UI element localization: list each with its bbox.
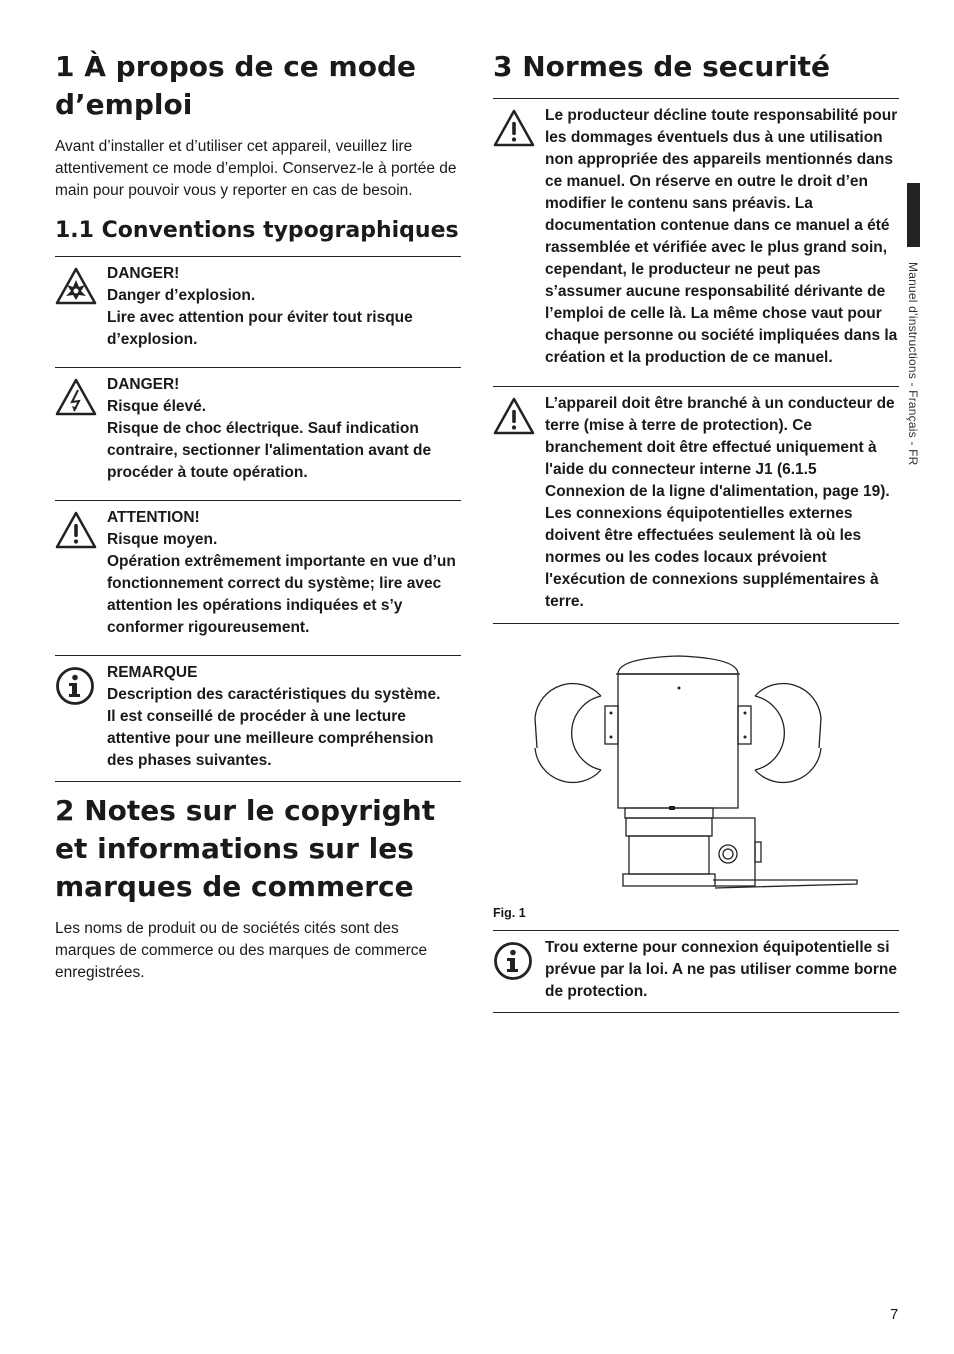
notice-text: [107, 662, 461, 772]
attention-warning-icon: [493, 105, 535, 369]
section-2-title: 2 Notes sur le copyright et informations sur les marques de commerce: [55, 794, 436, 903]
figure-caption: Fig. 1: [493, 906, 526, 920]
notice-danger-explosion: [55, 256, 461, 360]
safety-notice-grounding: [493, 386, 899, 624]
notice-subheading: Danger d’explosion.: [107, 287, 256, 304]
safety-notice-liability: [493, 98, 899, 379]
notice-text: [107, 374, 461, 484]
page-number: 7: [890, 1306, 899, 1323]
info-icon: [55, 662, 97, 772]
left-column: [55, 48, 461, 984]
electric-shock-warning-icon: [55, 374, 97, 484]
info-icon: [493, 937, 535, 1003]
notice-heading: ATTENTION!: [107, 509, 200, 526]
section-3-title: 3 Normes de securité: [493, 50, 831, 83]
notice-text: [107, 507, 461, 639]
section-1-body: Avant d’installer et d’utiliser cet appareil, veuillez lire attentivement ce mode d’emploi. Conservez-le à portée de main pour pouvoir vous y reporter en cas de besoin.: [55, 138, 457, 199]
right-column: [493, 48, 899, 1013]
side-label: Manuel d’instructions - Français - FR: [906, 262, 920, 466]
safety-text: L’appareil doit être branché à un conducteur de terre (mise à terre de protection). Ce branchement doit être effectué uniquement à l'aide du connecteur interne J1 (6.1.5 Connexion de la ligne d'alimentation, page 19). Les connexions équipotentielles externes doivent être effectuées seulement là où les normes ou les codes locaux prévoient l'exécution de connexions supplémentaires à terre.: [545, 395, 895, 610]
notice-subheading: Risque moyen.: [107, 531, 218, 548]
figure-note: [493, 930, 899, 1013]
notice-description: Risque de choc électrique. Sauf indication contraire, sectionner l'alimentation avant de procéder à toute opération.: [107, 420, 432, 481]
figure-note-text: Trou externe pour connexion équipotentielle si prévue par la loi. A ne pas utiliser comme borne de protection.: [545, 939, 898, 1000]
explosion-warning-icon: [55, 263, 97, 351]
section-1-1-title: 1.1 Conventions typographiques: [55, 218, 459, 243]
section-tab-marker: [907, 183, 920, 247]
notice-heading: REMARQUE: [107, 664, 198, 681]
section-1-title: 1 À propos de ce mode d’emploi: [55, 50, 416, 121]
notice-description: Il est conseillé de procéder à une lecture attentive pour une meilleure compréhension des phases suivantes.: [107, 708, 434, 769]
notice-subheading: Description des caractéristiques du système.: [107, 686, 441, 703]
attention-warning-icon: [55, 507, 97, 639]
notice-danger-electric: [55, 367, 461, 493]
notice-heading: DANGER!: [107, 265, 180, 282]
attention-warning-icon: [493, 393, 535, 613]
notice-description: Lire avec attention pour éviter tout risque d’explosion.: [107, 309, 413, 348]
notice-heading: DANGER!: [107, 376, 180, 393]
section-2-body: Les noms de produit ou de sociétés cités sont des marques de commerce ou des marques de commerce enregistrées.: [55, 920, 428, 981]
notice-text: [107, 263, 461, 351]
notice-description: Opération extrêmement importante en vue d’un fonctionnement correct du système; lire avec attention les opérations indiquées et s’y conformer rigoureusement.: [107, 553, 456, 636]
notice-attention: [55, 500, 461, 648]
camera-housing-illustration: [493, 638, 899, 900]
figure-1: [493, 638, 899, 900]
safety-text: Le producteur décline toute responsabilité pour les dommages éventuels dus à une utilisation non appropriée des appareils mentionnés dans ce manuel. On réserve en outre le droit d’en modifier le contenu sans préavis. La documentation contenue dans ce manuel a été rassemblée et vérifiée avec le plus grand soin, cependant, le producteur ne peut pas s’assumer aucune responsabilité dérivante de l’emploi de celle là. La même chose vaut pour chaque personne ou société impliquées dans la création et la production de ce manuel.: [545, 107, 898, 366]
notice-subheading: Risque élevé.: [107, 398, 207, 415]
notice-remark: [55, 655, 461, 782]
